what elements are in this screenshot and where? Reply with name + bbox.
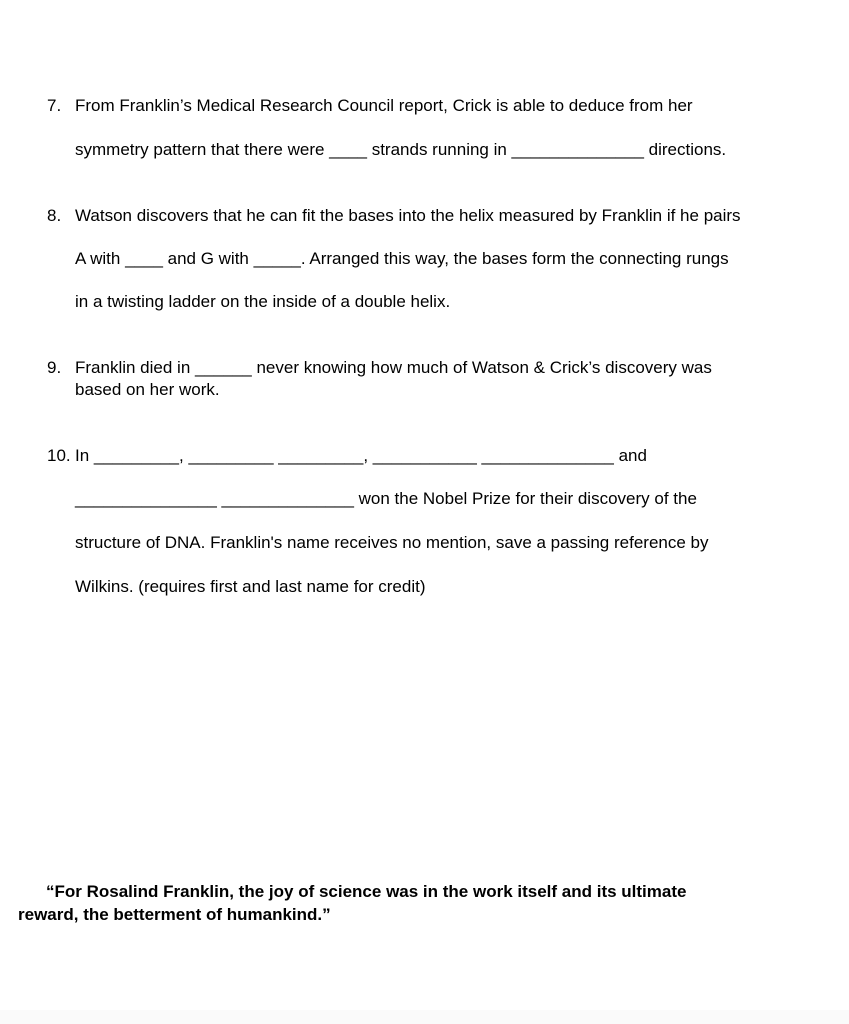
question-9-line-2: based on her work. <box>75 380 220 399</box>
question-10-line-4: Wilkins. (requires first and last name for credit) <box>75 577 426 596</box>
question-10-number: 10. <box>47 446 71 465</box>
question-9-number: 9. <box>47 358 62 377</box>
page-bottom-edge <box>0 1010 849 1024</box>
quote-line-2: reward, the betterment of humankind.” <box>18 905 331 924</box>
question-8-line-2: A with ____ and G with _____. Arranged this way, the bases form the connecting rungs <box>75 249 729 268</box>
question-7-number: 7. <box>47 96 62 115</box>
question-10-line-1: In _________, _________ _________, ___________ ______________ and <box>75 446 647 465</box>
quote-line-1: “For Rosalind Franklin, the joy of science was in the work itself and its ultimate <box>46 882 687 901</box>
question-10-line-3: structure of DNA. Franklin's name receives no mention, save a passing reference by <box>75 533 709 552</box>
question-8-line-3: in a twisting ladder on the inside of a double helix. <box>75 292 451 311</box>
question-7-line-1: From Franklin’s Medical Research Council report, Crick is able to deduce from her <box>75 96 693 115</box>
question-8-line-1: Watson discovers that he can fit the bases into the helix measured by Franklin if he pairs <box>75 206 741 225</box>
question-9-line-1: Franklin died in ______ never knowing how much of Watson & Crick’s discovery was <box>75 358 712 377</box>
question-10-line-2: _______________ ______________ won the Nobel Prize for their discovery of the <box>75 489 697 508</box>
question-7-line-2: symmetry pattern that there were ____ strands running in ______________ directions. <box>75 140 727 159</box>
question-8-number: 8. <box>47 206 62 225</box>
